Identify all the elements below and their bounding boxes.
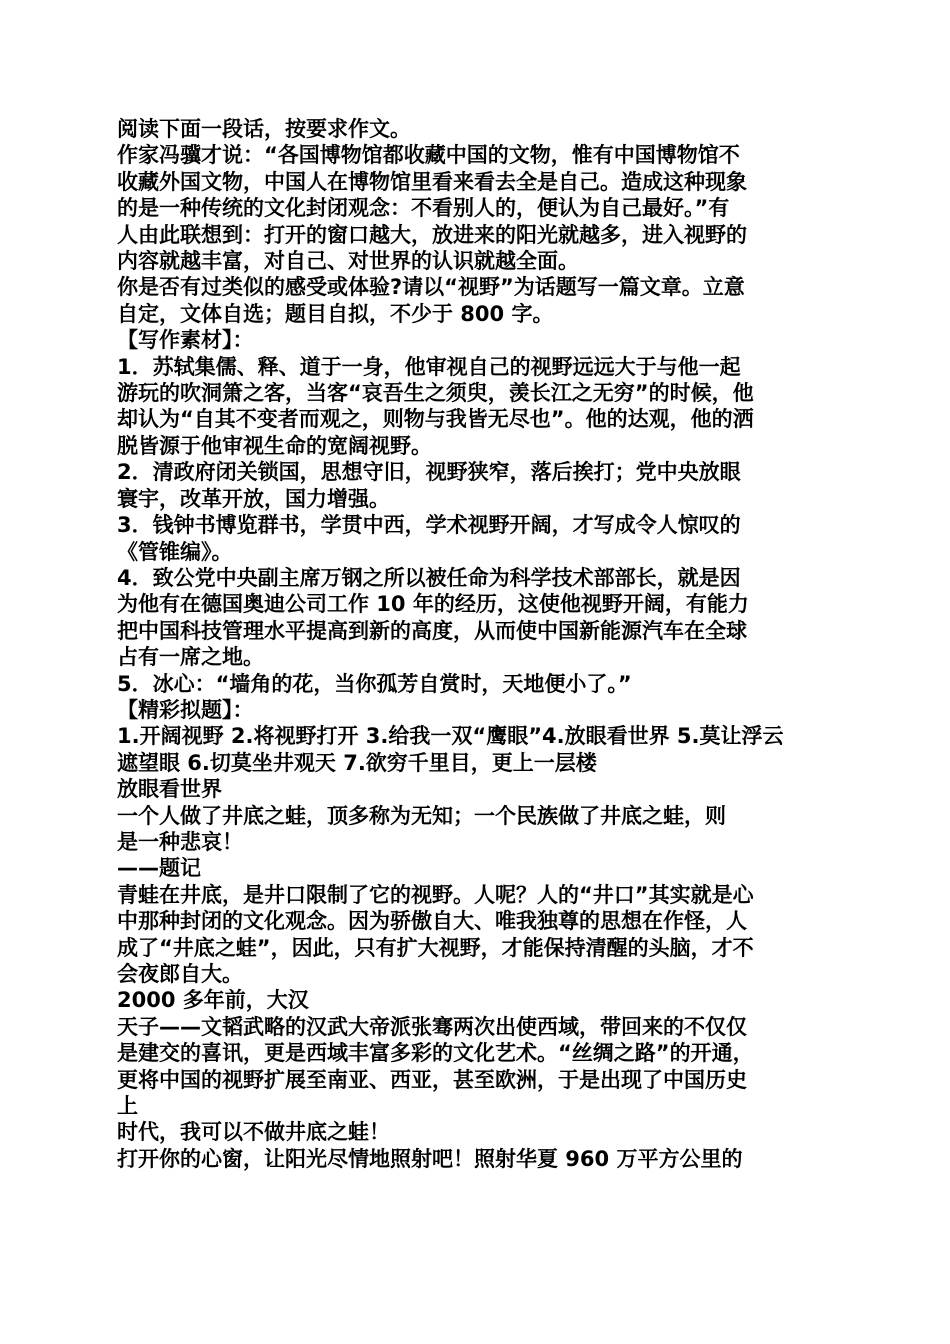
text-line: 内容就越丰富，对自己、对世界的认识就越全面。 bbox=[117, 249, 579, 274]
text-line: 却认为“自其不变者而观之，则物与我皆无尽也”。他的达观，他的洒 bbox=[117, 407, 754, 432]
section-heading: 【写作素材】： bbox=[117, 328, 254, 353]
text-line: 2000 多年前，大汉 bbox=[117, 988, 309, 1013]
text-line: 1.开阔视野 2.将视野打开 3.给我一双“鹰眼”4.放眼看世界 5.莫让浮云 bbox=[117, 724, 784, 749]
text-line: 时代，我可以不做井底之蛙！ bbox=[117, 1120, 390, 1145]
text-line: 4．致公党中央副主席万钢之所以被任命为科学技术部部长，就是因 bbox=[117, 565, 741, 590]
text-line: 把中国科技管理水平提高到新的高度，从而使中国新能源汽车在全球 bbox=[117, 618, 747, 643]
text-line: 脱皆源于他审视生命的宽阔视野。 bbox=[117, 433, 432, 458]
essay-title: 放眼看世界 bbox=[117, 777, 222, 802]
text-line: 自定，文体自选；题目自拟，不少于 800 字。 bbox=[117, 301, 554, 326]
text-line: 阅读下面一段话，按要求作文。 bbox=[117, 117, 411, 141]
text-line: 一个人做了井底之蛙，顶多称为无知；一个民族做了井底之蛙，则 bbox=[117, 803, 726, 828]
text-line: 遮望眼 6.切莫坐井观天 7.欲穷千里目，更上一层楼 bbox=[117, 750, 597, 775]
text-line: 更将中国的视野扩展至南亚、西亚，甚至欧洲，于是出现了中国历史 bbox=[117, 1067, 747, 1092]
epigraph-attribution: ——题记 bbox=[117, 856, 201, 881]
text-line: 寰宇，改革开放，国力增强。 bbox=[117, 486, 390, 511]
text-line: 2．清政府闭关锁国，思想守旧，视野狭窄，落后挨打；党中央放眼 bbox=[117, 460, 741, 485]
text-line: 占有一席之地。 bbox=[117, 645, 264, 670]
text-line: 人由此联想到：打开的窗口越大，放进来的阳光就越多，进入视野的 bbox=[117, 222, 747, 247]
text-line: 5．冰心：“墙角的花，当你孤芳自赏时，天地便小了。” bbox=[117, 671, 632, 696]
text-line: 1．苏轼集儒、释、道于一身，他审视自己的视野远远大于与他一起 bbox=[117, 354, 741, 379]
text-line: 《管锥编》。 bbox=[117, 539, 233, 564]
text-line: 是一种悲哀！ bbox=[117, 829, 243, 854]
text-line: 天子——文韬武略的汉武大帝派张骞两次出使西域，带回来的不仅仅 bbox=[117, 1014, 747, 1039]
text-line: 收藏外国文物，中国人在博物馆里看来看去全是自己。造成这种现象 bbox=[117, 169, 747, 194]
text-line: 3．钱钟书博览群书，学贯中西，学术视野开阔，才写成令人惊叹的 bbox=[117, 513, 741, 538]
text-line: 上 bbox=[117, 1094, 138, 1119]
section-heading: 【精彩拟题】： bbox=[117, 697, 254, 722]
text-line: 中那种封闭的文化观念。因为骄傲自大、唯我独尊的思想在作怪，人 bbox=[117, 909, 747, 934]
text-line: 成了“井底之蛙”，因此，只有扩大视野，才能保持清醒的头脑，才不 bbox=[117, 935, 754, 960]
text-line: 游玩的吹洞箫之客，当客“哀吾生之须臾，羡长江之无穷”的时候，他 bbox=[117, 381, 754, 406]
text-line: 你是否有过类似的感受或体验?请以“视野”为话题写一篇文章。立意 bbox=[117, 275, 745, 300]
text-line: 的是一种传统的文化封闭观念：不看别人的，便认为自己最好。”有 bbox=[117, 196, 730, 221]
text-line: 作家冯骥才说：“各国博物馆都收藏中国的文物，惟有中国博物馆不 bbox=[117, 143, 740, 168]
text-line: 为他有在德国奥迪公司工作 10 年的经历，这使他视野开阔，有能力 bbox=[117, 592, 749, 617]
text-line: 打开你的心窗，让阳光尽情地照射吧！照射华夏 960 万平方公里的 bbox=[117, 1146, 743, 1171]
text-line: 青蛙在井底，是井口限制了它的视野。人呢？人的“井口”其实就是心 bbox=[117, 882, 754, 907]
document-page bbox=[117, 116, 839, 1172]
text-body bbox=[117, 116, 839, 1172]
text-line: 会夜郎自大。 bbox=[117, 962, 243, 986]
text-line: 是建交的喜讯，更是西域丰富多彩的文化艺术。“丝绸之路”的开通， bbox=[117, 1041, 754, 1066]
